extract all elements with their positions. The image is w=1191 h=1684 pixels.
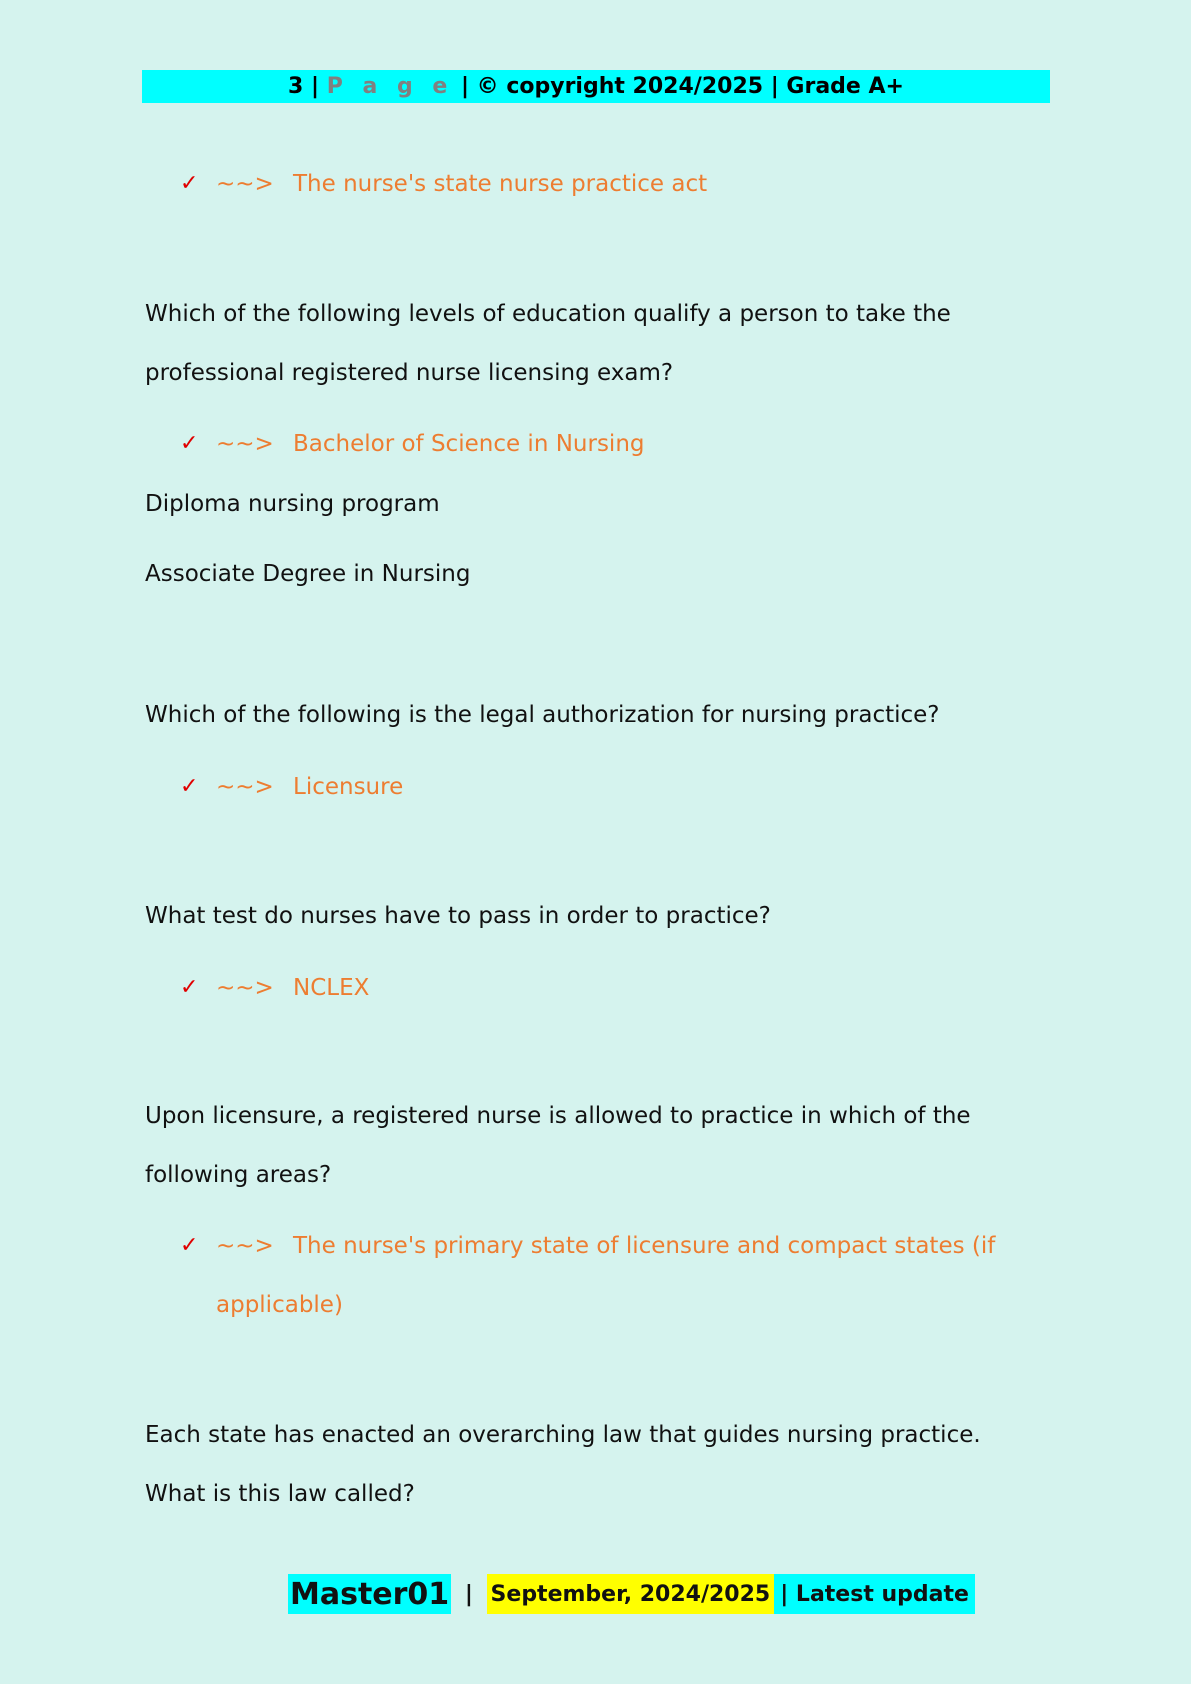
check-icon: ✓ — [180, 171, 199, 196]
answer-text: NCLEX — [293, 975, 370, 1001]
page-number: 3 — [288, 74, 304, 99]
answer-text: applicable) — [216, 1292, 343, 1318]
option-text: Diploma nursing program — [145, 491, 440, 517]
footer-brand: Master01 — [288, 1574, 451, 1614]
question-text: Which of the following levels of education qualify a person to take the — [145, 301, 951, 327]
question-text: following areas? — [145, 1162, 332, 1188]
copyright-text: | © copyright 2024/2025 | Grade A+ — [453, 74, 904, 99]
footer-latest-update: | Latest update — [774, 1574, 975, 1614]
check-icon: ✓ — [180, 975, 199, 1000]
footer-separator: | — [451, 1574, 486, 1614]
option-text: Associate Degree in Nursing — [145, 561, 471, 587]
answer-text: Licensure — [293, 774, 404, 800]
footer-date: September, 2024/2025 — [487, 1574, 775, 1614]
question-text: Which of the following is the legal authorization for nursing practice? — [145, 702, 940, 728]
answer-text: Bachelor of Science in Nursing — [293, 431, 645, 457]
arrow-marker: ~~> — [216, 774, 274, 800]
header-separator: | — [303, 74, 327, 99]
check-icon: ✓ — [180, 431, 199, 456]
question-text: What is this law called? — [145, 1481, 415, 1507]
arrow-marker: ~~> — [216, 1233, 274, 1259]
page-header — [142, 70, 1050, 103]
question-text: Each state has enacted an overarching law that guides nursing practice. — [145, 1422, 981, 1448]
check-icon: ✓ — [180, 1233, 199, 1258]
arrow-marker: ~~> — [216, 171, 274, 197]
question-text: Upon licensure, a registered nurse is allowed to practice in which of the — [145, 1103, 971, 1129]
check-icon: ✓ — [180, 774, 199, 799]
arrow-marker: ~~> — [216, 431, 274, 457]
answer-text: The nurse's state nurse practice act — [293, 171, 708, 197]
arrow-marker: ~~> — [216, 975, 274, 1001]
page-word: P a g e — [326, 74, 454, 99]
question-text: What test do nurses have to pass in order to practice? — [145, 903, 771, 929]
answer-text: The nurse's primary state of licensure and compact states (if — [293, 1233, 996, 1259]
question-text: professional registered nurse licensing exam? — [145, 360, 674, 386]
page-footer — [288, 1574, 975, 1614]
